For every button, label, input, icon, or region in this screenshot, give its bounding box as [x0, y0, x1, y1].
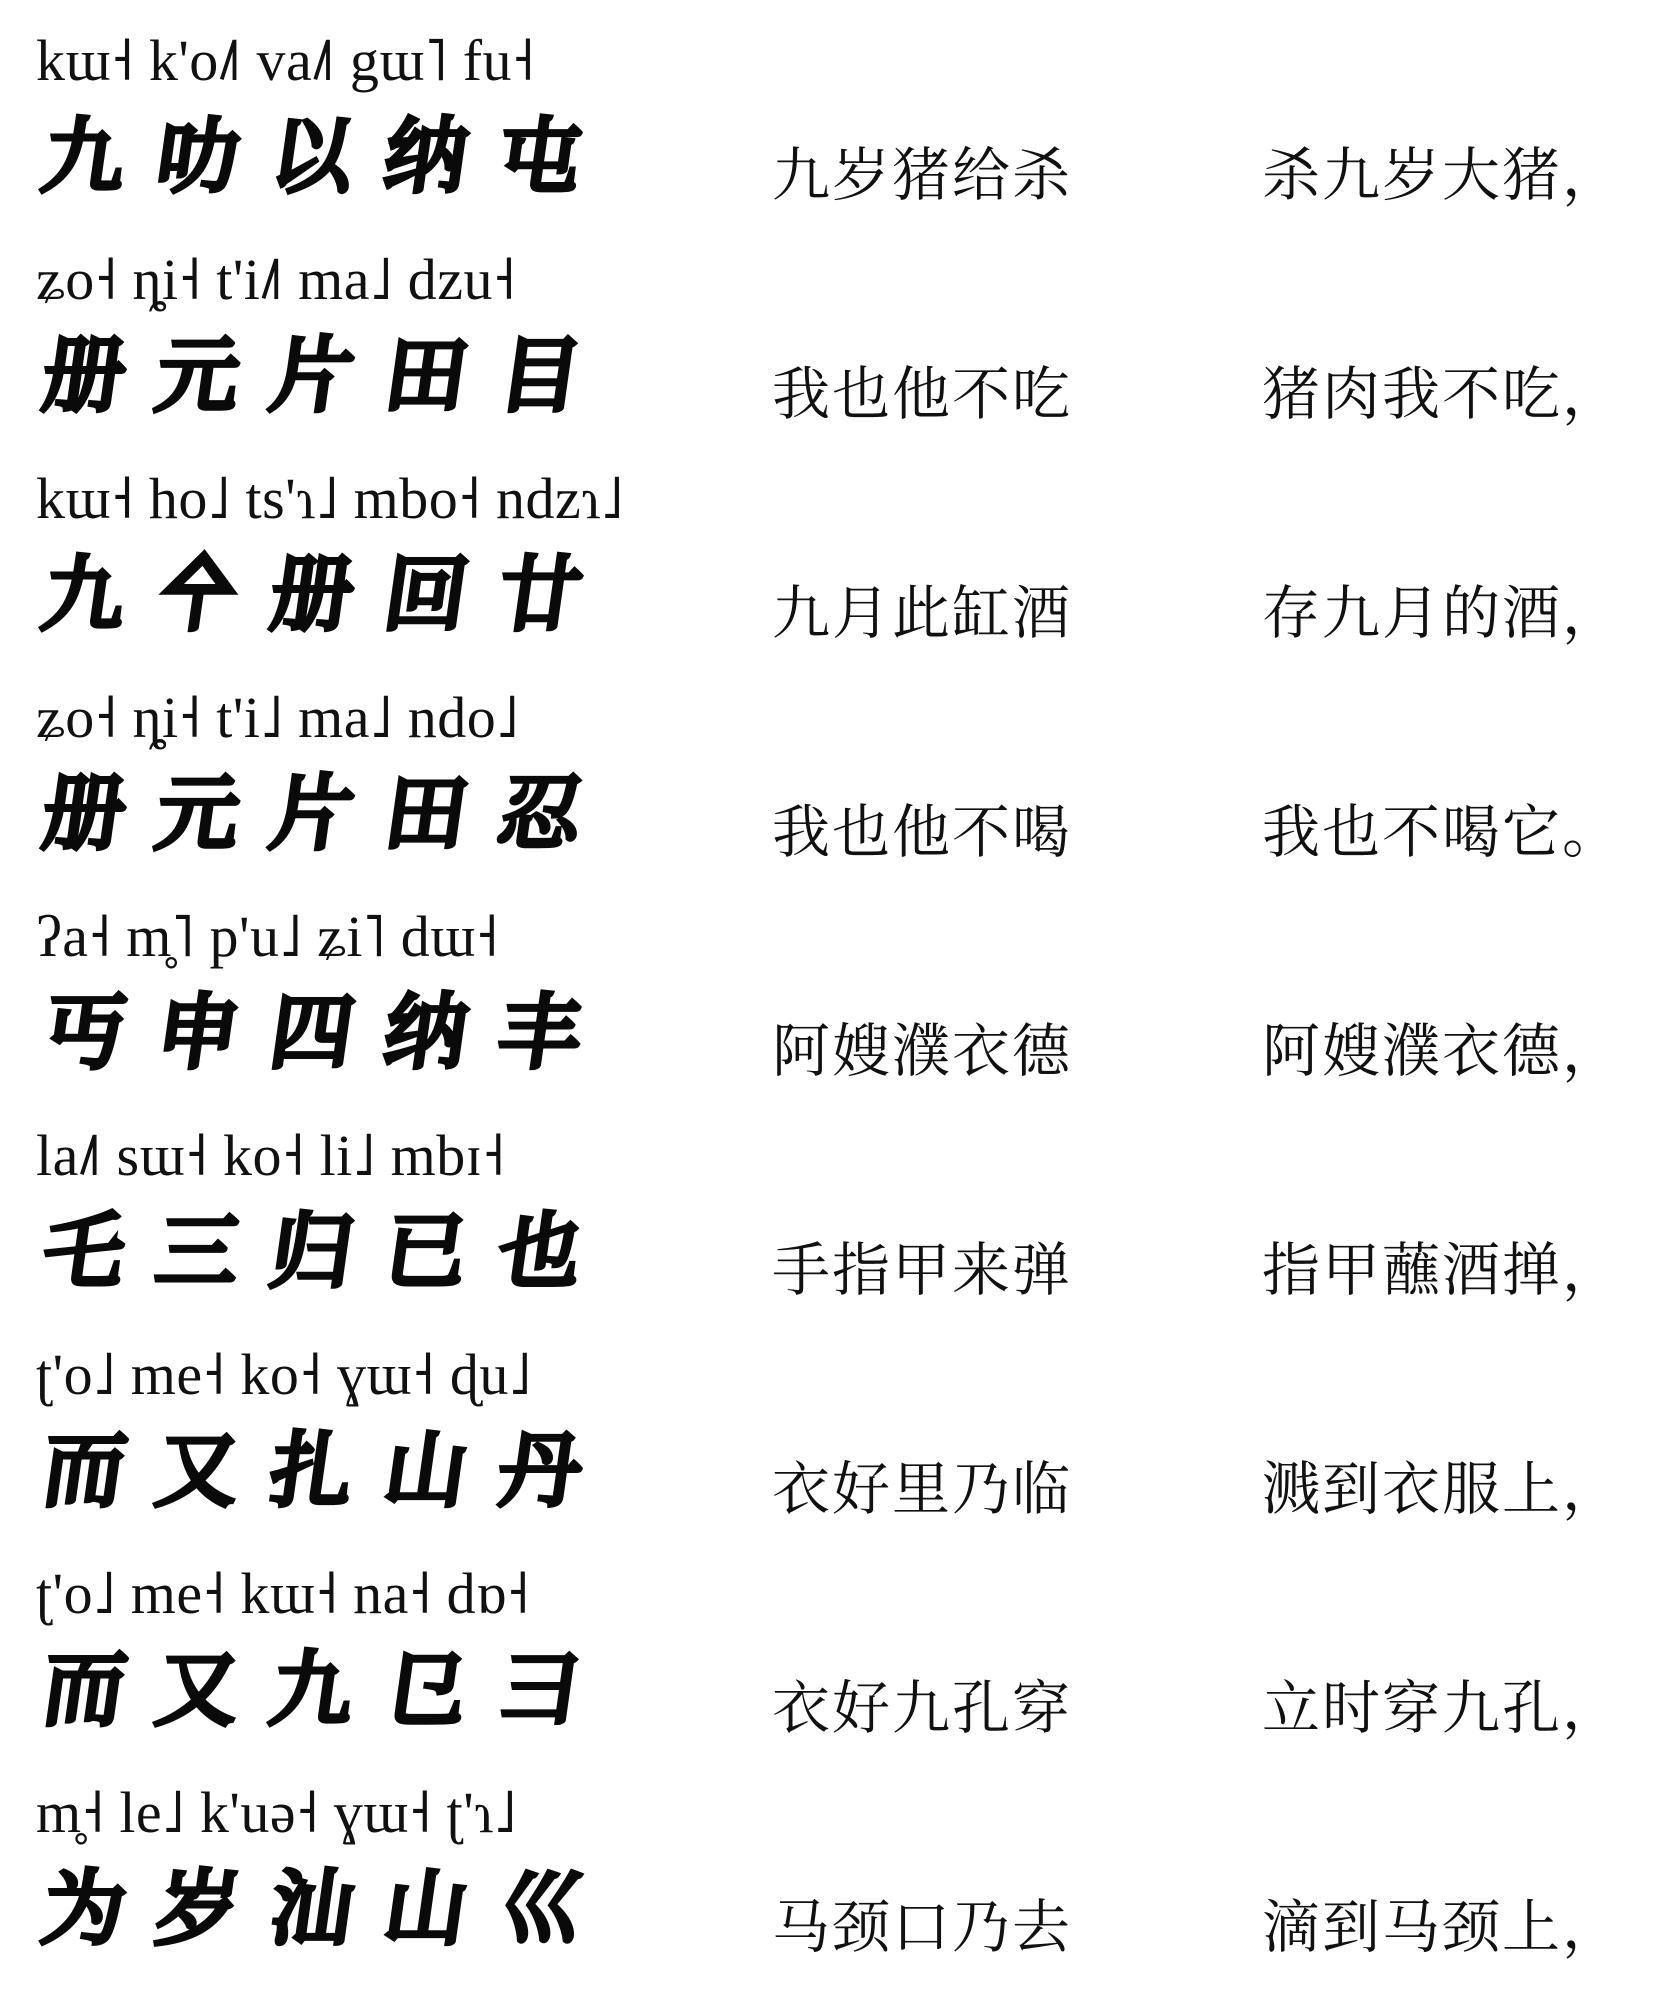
stanza-2	[0, 241, 1674, 460]
ipa-transcription: ʑo˧ ȵi˧ t'i˩˥ ma˩ dzu˧	[36, 247, 516, 312]
free-translation: 滴到马颈上，	[1262, 1893, 1623, 1961]
yi-glyph: 乇	[36, 1205, 132, 1300]
ipa-transcription: kɯ˧ k'o˩˥ va˩˥ gɯ˥ fu˧	[36, 28, 535, 93]
stanza-7	[0, 1336, 1674, 1555]
yi-glyph: 田	[378, 767, 474, 862]
free-translation: 溅到衣服上，	[1262, 1455, 1623, 1523]
yi-glyph: 汕	[264, 1862, 360, 1957]
yi-glyph: 元	[150, 329, 246, 424]
yi-glyph: 也	[492, 1205, 588, 1300]
ipa-transcription: ʔa˧ m̥˥ p'u˩ ʑi˥ dɯ˧	[36, 904, 499, 969]
ipa-transcription: kɯ˧ ho˩ ts'ɿ˩ mbo˧ ndzɿ˩	[36, 466, 624, 531]
yi-glyph: 三	[150, 1205, 246, 1300]
yi-glyph: 册	[264, 548, 360, 643]
yi-glyph: 而	[36, 1643, 132, 1738]
ipa-transcription: m̥˧ le˩ k'uə˧ ɣɯ˧ ʈ'ɿ˩	[36, 1780, 517, 1845]
yi-glyph: 巛	[492, 1862, 588, 1957]
yi-glyph: 㐃	[150, 548, 246, 643]
yi-glyph: 四	[264, 986, 360, 1081]
ipa-transcription: ʈ'o˩ me˧ ko˧ ɣɯ˧ ɖu˩	[36, 1342, 532, 1407]
free-translation: 指甲蘸酒掸，	[1262, 1236, 1623, 1304]
yi-glyph: 叻	[150, 110, 246, 205]
yi-script-line	[36, 329, 656, 425]
yi-glyph: 片	[264, 767, 360, 862]
yi-script-line	[36, 110, 656, 206]
yi-glyph: 纳	[378, 986, 474, 1081]
yi-glyph: 目	[492, 329, 588, 424]
yi-glyph: 申	[150, 986, 246, 1081]
yi-glyph: 岁	[150, 1862, 246, 1957]
yi-glyph: 以	[264, 110, 360, 205]
yi-glyph: 扎	[264, 1424, 360, 1519]
yi-script-line	[36, 548, 656, 644]
yi-glyph: 丰	[492, 986, 588, 1081]
yi-glyph: 回	[378, 548, 474, 643]
yi-glyph: 册	[36, 329, 132, 424]
yi-glyph: 屯	[492, 110, 588, 205]
stanza-4	[0, 679, 1674, 898]
free-translation: 立时穿九孔，	[1262, 1674, 1623, 1742]
yi-glyph: 廿	[492, 548, 588, 643]
yi-script-line	[36, 986, 656, 1082]
stanza-1	[0, 22, 1674, 241]
word-gloss: 我也他不吃	[772, 360, 1073, 428]
word-gloss: 衣好九孔穿	[772, 1674, 1073, 1742]
yi-glyph: 为	[36, 1862, 132, 1957]
free-translation: 我也不喝它。	[1262, 798, 1623, 866]
word-gloss: 衣好里乃临	[772, 1455, 1073, 1523]
yi-glyph: 又	[150, 1424, 246, 1519]
yi-glyph: 而	[36, 1424, 132, 1519]
stanza-9	[0, 1774, 1674, 1993]
word-gloss: 手指甲来弹	[772, 1236, 1073, 1304]
yi-glyph: 九	[36, 548, 132, 643]
yi-glyph: 彐	[492, 1643, 588, 1738]
yi-script-line	[36, 1424, 656, 1520]
word-gloss: 马颈口乃去	[772, 1893, 1073, 1961]
word-gloss: 九岁猪给杀	[772, 141, 1073, 209]
yi-glyph: 归	[264, 1205, 360, 1300]
yi-script-line	[36, 1862, 656, 1958]
stanza-6	[0, 1117, 1674, 1336]
ipa-transcription: la˩˥ sɯ˧ ko˧ li˩ mbɪ˧	[36, 1123, 506, 1188]
stanza-8	[0, 1555, 1674, 1774]
yi-glyph: 又	[150, 1643, 246, 1738]
stanza-5	[0, 898, 1674, 1117]
yi-glyph: 已	[378, 1205, 474, 1300]
free-translation: 杀九岁大猪，	[1262, 141, 1623, 209]
yi-glyph: 纳	[378, 110, 474, 205]
yi-glyph: 片	[264, 329, 360, 424]
free-translation: 阿嫂濮衣德，	[1262, 1017, 1623, 1085]
yi-glyph: 忍	[492, 767, 588, 862]
yi-glyph: 山	[378, 1424, 474, 1519]
yi-glyph: 册	[36, 767, 132, 862]
yi-glyph: 九	[264, 1643, 360, 1738]
yi-glyph: 丏	[36, 986, 132, 1081]
word-gloss: 我也他不喝	[772, 798, 1073, 866]
stanza-3	[0, 460, 1674, 679]
free-translation: 猪肉我不吃，	[1262, 360, 1623, 428]
ipa-transcription: ʑo˧ ȵi˧ t'i˩ ma˩ ndo˩	[36, 685, 519, 750]
yi-glyph: 㔾	[378, 1643, 474, 1738]
yi-glyph: 田	[378, 329, 474, 424]
yi-script-line	[36, 1643, 656, 1739]
ipa-transcription: ʈ'o˩ me˧ kɯ˧ na˧ dɒ˧	[36, 1561, 530, 1626]
yi-script-line	[36, 767, 656, 863]
word-gloss: 阿嫂濮衣德	[772, 1017, 1073, 1085]
yi-glyph: 山	[378, 1862, 474, 1957]
yi-script-line	[36, 1205, 656, 1301]
yi-glyph: 元	[150, 767, 246, 862]
yi-glyph: 丹	[492, 1424, 588, 1519]
yi-glyph: 九	[36, 110, 132, 205]
word-gloss: 九月此缸酒	[772, 579, 1073, 647]
free-translation: 存九月的酒，	[1262, 579, 1623, 647]
